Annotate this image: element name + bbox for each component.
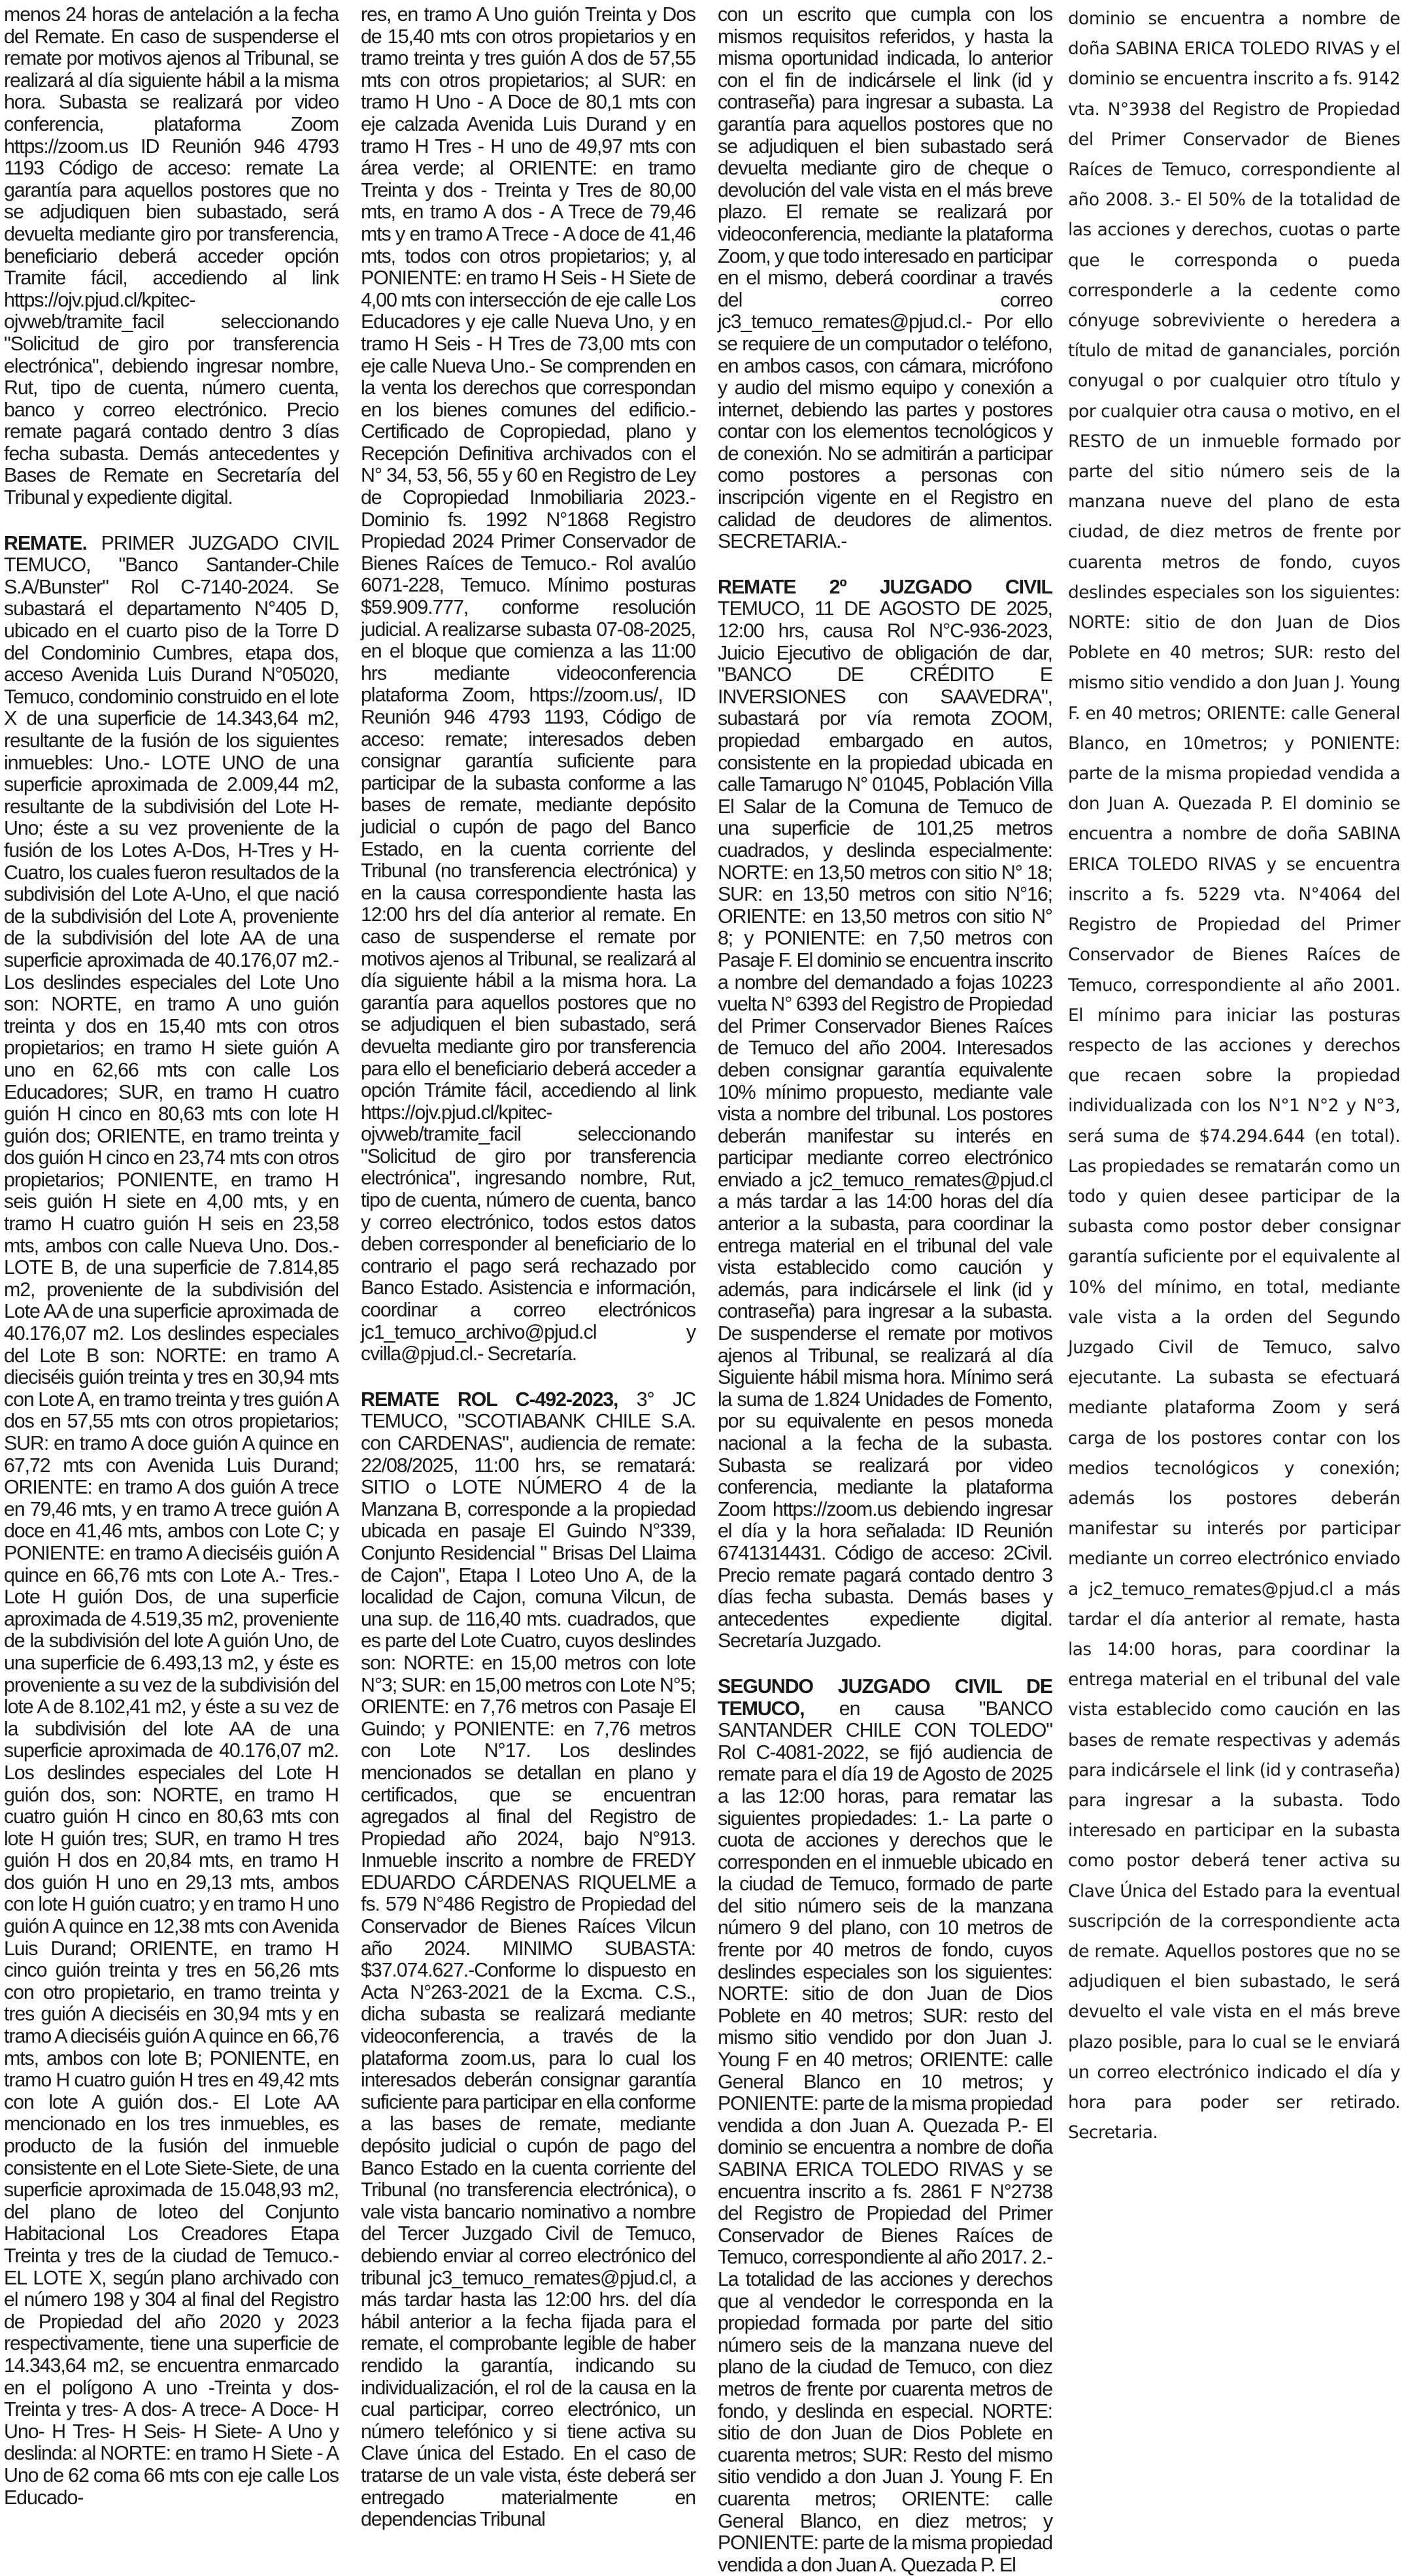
notice-text	[718, 1676, 1052, 2576]
notice-text	[361, 1389, 695, 2531]
notice-text	[1068, 4, 1400, 2148]
notice-continuation	[718, 4, 1052, 553]
notice-text	[361, 4, 695, 1365]
notice-body: con un escrito que cumpla con los mismos requisitos referidos, y hasta la misma oportunidad indicada, lo anterior con el fin de indicársele el link (id y contraseña) para ingresar a subasta. La garantía para aquellos postores que no se adjudiquen el bien subastado será devuelta mediante giro de cheque o devolución del vale vista en el más breve plazo. El remate se realizará por videoconferencia, mediante la plataforma Zoom, y que todo interesado en participar en el mismo, deberá coordinar a través del correo jc3_temuco_remates@pjud.cl.- Por ello se requiere de un computador o teléfono, en ambos casos, con cámara, micrófono y audio del mismo equipo y conexión a internet, debiendo las partes y postores contar con los elementos tecnológicos y de conexión. No se admitirán a participar como postores a personas con inscripción vigente en el Registro en calidad de deudores de alimentos. SECRETARIA.-	[718, 3, 1052, 553]
notice-text	[718, 577, 1052, 1652]
column-2	[361, 4, 695, 2564]
notice-text	[4, 533, 339, 2509]
notice-body: TEMUCO, 11 DE AGOSTO DE 2025, 12:00 hrs, causa Rol N°C-936-2023, Juicio Ejecutivo de obligación de dar, "BANCO DE CRÉDITO E INVERSIONES con SAAVEDRA", subastará por vía remota ZOOM, propiedad embargado en autos, consistente en la propiedad ubicada en calle Tamarugo N° 01045, Población Villa El Salar de la Comuna de Temuco de una superficie de 101,25 metros cuadrados, y deslinda especialmente: NORTE: en 13,50 metros con sitio N° 18; SUR: en 13,50 metros con sitio N°16; ORIENTE: en 13,50 metros con sitio N° 8; y PONIENTE: en 7,50 metros con Pasaje F. El dominio se encuentra inscrito a nombre del demandado a fojas 10223 vuelta N° 6393 del Registro de Propiedad del Primer Conservador Bienes Raíces de Temuco del año 2004. Interesados deben consignar garantía equivalente 10% mínimo propuesto, mediante vale vista a nombre del tribunal. Los postores deberán manifestar su interés en participar mediante correo electrónico enviado a jc2_temuco_remates@pjud.cl a más tardar a las 14:00 horas del día anterior a la subasta, para coordinar la entrega material en el tribunal del vale vista establecido como caución y además, para indicársele el link (id y contraseña) para ingresar a la subasta. De suspenderse el remate por motivos ajenos al Tribunal, se realizará al día Siguiente hábil misma hora. Mínimo será la suma de 1.824 Unidades de Fomento, por su equivalente en pesos moneda nacional a la fecha de la subasta. Subasta se realizará por video conferencia, mediante la plataforma Zoom https://zoom.us debiendo ingresar el día y la hora señalada: ID Reunión 6741314431. Código de acceso: 2Civil. Precio remate pagará contado dentro 3 días fecha subasta. Demás bases y antecedentes expediente digital. Secretaría Juzgado.	[718, 597, 1052, 1652]
notice-body: menos 24 horas de antelación a la fecha del Remate. En caso de suspenderse el remate por motivos ajenos al Tribunal, se realizará al día siguiente hábil a la misma hora. Subasta se realizará por video conferencia, plataforma Zoom https://zoom.us ID Reunión 946 4793 1193 Código de acceso: remate La garantía para aquellos postores que no se adjudiquen bien subastado, será devuelta mediante giro por transferencia, beneficiario deberá acceder opción Tramite fácil, accediendo al link https://ojv.pjud.cl/kpitec-ojvweb/tramite_facil seleccionando "Solicitud de giro por transferencia electrónica", debiendo ingresar nombre, Rut, tipo de cuenta, número cuenta, banco y correo electrónico. Precio remate pagará contado dentro 3 días fecha subasta. Demás antecedentes y Bases de Remate en Secretaría del Tribunal y expediente digital.	[4, 3, 339, 509]
notice-text	[4, 4, 339, 509]
notice-segundo-juzgado-civil	[718, 1676, 1052, 2576]
notice-heading: REMATE ROL C-492-2023,	[361, 1388, 618, 1411]
notice-remate-2-juzgado-civil	[718, 577, 1052, 1652]
notice-continuation	[4, 4, 339, 509]
notice-continuation	[361, 4, 695, 1365]
notice-body: res, en tramo A Uno guión Treinta y Dos de 15,40 mts con otros propietarios y en tramo treinta y tres guión A dos de 57,55 mts con otros propietarios; al SUR: en tramo H Uno - A Doce de 80,1 mts con eje calzada Avenida Luis Durand y en tramo H Tres - H uno de 49,97 mts con área verde; al ORIENTE: en tramo Treinta y dos - Treinta y Tres de 80,00 mts, en tramo A dos - A Trece de 79,46 mts y en tramo A Trece - A doce de 41,46 mts, todos con otros propietarios; y, al PONIENTE: en tramo H Seis - H Siete de 4,00 mts con intersección de eje calle Los Educadores y eje calle Nueva Uno, y en tramo H Seis - H Tres de 73,00 mts con eje calle Nueva Uno.- Se comprenden en la venta los derechos que correspondan en los bienes comunes del edificio.- Certificado de Copropiedad, plano y Recepción Definitiva archivados con el N° 34, 53, 56, 55 y 60 en Registro de Ley de Copropiedad Inmobiliaria 2023.- Dominio fs. 1992 N°1868 Registro Propiedad 2024 Primer Conservador de Bienes Raíces de Temuco.- Rol avalúo 6071-228, Temuco. Mínimo posturas $59.909.777, conforme resolución judicial. A realizarse subasta 07-08-2025, en el bloque que comienza a las 11:00 hrs mediante videoconferencia plataforma Zoom, https://zoom.us/, ID Reunión 946 4793 1193, Código de acceso: remate; interesados deben consignar garantía suficiente para participar de la subasta conforme a las bases de remate, mediante depósito judicial o cupón de pago del Banco Estado, en la cuenta corriente del Tribunal (no transferencia electrónica) y en la causa correspondiente hasta las 12:00 hrs del día anterior al remate. En caso de suspenderse el remate por motivos ajenos al Tribunal, se realizará al día siguiente hábil a la misma hora. La garantía para aquellos postores que no se adjudiquen el bien subastado, será devuelta mediante giro por transferencia para ello el beneficiario deberá acceder a opción Trámite fácil, accediendo al link https://ojv.pjud.cl/kpitec-ojvweb/tramite_facil seleccionando "Solicitud de giro por transferencia electrónica", ingresando nombre, Rut, tipo de cuenta, número de cuenta, banco y correo electrónico, todos estos datos deben corresponder al beneficiario de lo contrario el pago será rechazado por Banco Estado. Asistencia e información, coordinar a correo electrónicos jc1_temuco_archivo@pjud.cl y cvilla@pjud.cl.- Secretaría.	[361, 3, 695, 1365]
notice-body: dominio se encuentra a nombre de doña SABINA ERICA TOLEDO RIVAS y el dominio se encuentra inscrito a fs. 9142 vta. N°3938 del Registro de Propiedad del Primer Conservador de Bienes Raíces de Temuco, correspondiente al año 2008. 3.- El 50% de la totalidad de las acciones y derechos, cuotas o parte que le corresponda o pueda corresponderle a la cedente como cónyuge sobreviviente o heredera a título de mitad de gananciales, porción conyugal o por cualquier otro título y por cualquier otra causa o motivo, en el RESTO de un inmueble formado por parte del sitio número seis de la manzana nueve del plano de esta ciudad, de diez metros de frente por cuarenta metros de fondo, cuyos deslindes especiales son los siguientes: NORTE: sitio de don Juan de Dios Poblete en 40 metros; SUR: resto del mismo sitio vendido a don Juan J. Young F. en 40 metros; ORIENTE: calle General Blanco, en 10metros; y PONIENTE: parte de la misma propiedad vendida a don Juan A. Quezada P. El dominio se encuentra a nombre de doña SABINA ERICA TOLEDO RIVAS y se encuentra inscrito a fs. 5229 vta. N°4064 del Registro de Propiedad del Primer Conservador de Bienes Raíces de Temuco, correspondiente al año 2001. El mínimo para iniciar las posturas respecto de las acciones y derechos que recaen sobre la propiedad individualizada con los N°1 N°2 y N°3, será suma de $74.294.644 (en total). Las propiedades se rematarán como un todo y quien desee participar de la subasta como postor deber consignar garantía suficiente por el equivalente al 10% del mínimo, en total, mediante vale vista a la orden del Segundo Juzgado Civil de Temuco, salvo ejecutante. La subasta se efectuará mediante plataforma Zoom y será carga de los postores contar con los medios tecnológicos y conexión; además los postores deberán manifestar su interés por participar mediante un correo electrónico enviado a jc2_temuco_remates@pjud.cl a más tardar el día anterior al remate, hasta las 14:00 horas, para coordinar la entrega material en el tribunal del vale vista establecido como caución en las bases de remate respectivas y además para indicársele el link (id y contraseña) para ingresar a la subasta. Todo interesado en participar en la subasta como postor deberá tener activa su Clave Única del Estado para la eventual suscripción de la correspondiente acta de remate. Aquellos postores que no se adjudiquen el bien subastado, le será devuelto el vale vista en el más breve plazo posible, para lo cual se le enviará un correo electrónico indicado el día y hora para poder ser retirado. Secretaria.	[1068, 8, 1400, 2143]
notice-heading: SEGUNDO JUZGADO CIVIL DE TEMUCO,	[718, 1675, 1052, 1720]
notice-body: PRIMER JUZGADO CIVIL TEMUCO, "Banco Santander-Chile S.A/Bunster" Rol C-7140-2024. Se subastará el departamento N°405 D, ubicado en el cuarto piso de la Torre D del Condominio Cumbres, etapa dos, acceso Avenida Luis Durand N°05020, Temuco, condominio construido en el lote X de una superficie de 14.343,64 m2, resultante de la fusión de los siguientes inmuebles: Uno.- LOTE UNO de una superficie aproximada de 2.009,44 m2, resultante de la subdivisión del Lote H-Uno; éste a su vez proveniente de la fusión de los Lotes A-Dos, H-Tres y H-Cuatro, los cuales fueron resultados de la subdivisión del Lote A-Uno, el que nació de la subdivisión del Lote A, proveniente de la subdivisión del lote AA de una superficie aproximada de 40.176,07 m2.- Los deslindes especiales del Lote Uno son: NORTE, en tramo A uno guión treinta y dos en 15,40 mts con otros propietarios; en tramo H siete guión A uno en 62,66 mts con calle Los Educadores; SUR, en tramo H cuatro guión H cinco en 80,63 mts con lote H guión dos; ORIENTE, en tramo treinta y dos guión H cinco en 23,74 mts con otros propietarios; PONIENTE, en tramo H seis guión H siete en 4,00 mts, y en tramo H cuatro guión H seis en 23,58 mts, ambos con calle Nueva Uno. Dos.- LOTE B, de una superficie de 7.814,85 m2, proveniente de la subdivisión del Lote AA de una superficie aproximada de 40.176,07 m2. Los deslindes especiales del Lote B son: NORTE: en tramo A dieciséis guión treinta y tres en 30,94 mts con Lote A, en tramo treinta y tres guión A dos en 57,55 mts con otros propietarios; SUR: en tramo A doce guión A quince en 67,72 mts con Avenida Luis Durand; ORIENTE: en tramo A dos guión A trece en 79,46 mts, y en tramo A trece guión A doce en 41,46 mts, ambos con Lote C; y PONIENTE: en tramo A dieciséis guión A quince en 66,76 mts con Lote A.- Tres.- Lote H guión Dos, de una superficie aproximada de 4.519,35 m2, proveniente de la subdivisión del lote A guión Uno, de una superficie de 6.493,13 m2, y éste es proveniente a su vez de la subdivisión del lote A de 8.102,41 m2, y éste a su vez de la subdivisión del lote AA de una superficie aproximada de 40.176,07 m2. Los deslindes especiales del Lote H guión dos, son: NORTE, en tramo H cuatro guión H cinco en 80,63 mts con lote H guión tres; SUR, en tramo H tres guión H dos en 20,84 mts, en tramo H dos guión H uno en 29,13 mts, ambos con lote H guión cuatro; y en tramo H uno guión A quince en 12,38 mts con Avenida Luis Durand; ORIENTE, en tramo H cinco guión treinta y tres en 56,26 mts con otro propietario, en tramo treinta y tres guión A dieciséis en 30,94 mts y en tramo A dieciséis guión A quince en 66,76 mts, ambos con lote B; PONIENTE, en tramo H cuatro guión H tres en 49,42 mts con lote A guión dos.- El Lote AA mencionado en los tres inmuebles, es producto de la fusión del inmueble consistente en el Lote Siete-Siete, de una superficie aproximada de 15.048,93 m2, del plano de loteo del Conjunto Habitacional Los Creadores Etapa Treinta y tres de la ciudad de Temuco.- EL LOTE X, según plano archivado con el número 198 y 304 al final del Registro de Propiedad del año 2020 y 2023 respectivamente, tiene una superficie de 14.343,64 m2, se encuentra enmarcado en el polígono A uno -Treinta y dos- Treinta y tres- A dos- A trece- A Doce- H Uno- H Tres- H Seis- H Siete- A Uno y deslinda: al NORTE: en tramo H Siete - A Uno de 62 coma 66 mts con eje calle Los Educado-	[4, 531, 339, 2509]
notice-remate-rol-c-492-2023	[361, 1389, 695, 2531]
column-3	[718, 3, 1052, 2576]
column-4	[1068, 4, 1400, 2564]
column-1	[4, 4, 339, 2564]
notice-body: 3° JC TEMUCO, "SCOTIABANK CHILE S.A. con CARDENAS", audiencia de remate: 22/08/2025, 11:00 hrs, se rematará: SITIO o LOTE NÚMERO 4 de la Manzana B, corresponde a la propiedad ubicada en pasaje El Guindo N°339, Conjunto Residencial " Brisas Del Llaima de Cajon", Etapa I Loteo Uno A, de la localidad de Cajon, comuna Vilcun, de una sup. de 116,40 mts. cuadrados, que es parte del Lote Cuatro, cuyos deslindes son: NORTE: en 15,00 metros con lote N°3; SUR: en 15,00 metros con Lote N°5; ORIENTE: en 7,76 metros con Pasaje El Guindo; y PONIENTE: en 7,76 metros con Lote N°17. Los deslindes mencionados se detallan en plano y certificados, que se encuentran agregados al final del Registro de Propiedad año 2024, bajo N°913. Inmueble inscrito a nombre de FREDY EDUARDO CÁRDENAS RIQUELME a fs. 579 N°486 Registro de Propiedad del Conservador de Bienes Raíces Vilcun año 2024. MINIMO SUBASTA: $37.074.627.-Conforme lo dispuesto en Acta N°263-2021 de la Excma. C.S., dicha subasta se realizará mediante videoconferencia, a través de la plataforma zoom.us, para lo cual los interesados deberán consignar garantía suficiente para participar en ella conforme a las bases de remate, mediante depósito judicial o cupón de pago del Banco Estado en la cuenta corriente del Tribunal (no transferencia electrónica), o vale vista bancario nominativo a nombre del Tercer Juzgado Civil de Temuco, debiendo enviar al correo electrónico del tribunal jc3_temuco_remates@pjud.cl, a más tardar hasta las 12:00 hrs. del día hábil anterior a la fecha fijada para el remate, el comprobante legible de haber rendido la garantía, indicando su individualización, el rol de la causa en la cual participar, correo electrónico, un número telefónico y si tiene activa su Clave única del Estado. En el caso de tratarse de un vale vista, éste deberá ser entregado materialmente en dependencias Tribunal	[361, 1388, 695, 2531]
notice-text	[718, 4, 1052, 553]
notice-continuation	[1068, 4, 1400, 2148]
notice-remate-primer-juzgado	[4, 533, 339, 2509]
notice-body: en causa "BANCO SANTANDER CHILE CON TOLEDO" Rol C-4081-2022, se fijó audiencia de remate para el día 19 de Agosto de 2025 a las 12:00 horas, para rematar las siguientes propiedades: 1.- La parte o cuota de acciones y derechos que le corresponden en el inmueble ubicado en la ciudad de Temuco, formado de parte del sitio número seis de la manzana número 9 del plano, con 10 metros de frente por 40 metros de fondo, cuyos deslindes especiales son los siguientes: NORTE: sitio de don Juan de Dios Poblete en 40 metros; SUR: resto del mismo sitio vendido por don Juan J. Young F en 40 metros; ORIENTE: calle General Blanco en 10 metros; y PONIENTE: parte de la misma propiedad vendida a don Juan A. Quezada P.- El dominio se encuentra a nombre de doña SABINA ERICA TOLEDO RIVAS y se encuentra inscrito a fs. 2861 F N°2738 del Registro de Propiedad del Primer Conservador de Bienes Raíces de Temuco, correspondiente al año 2017. 2.- La totalidad de las acciones y derechos que al vendedor le corresponda en la propiedad formada por parte del sitio número seis de la manzana nueve del plano de la ciudad de Temuco, con diez metros de frente por cuarenta metros de fondo, y deslinda en especial. NORTE: sitio de don Juan de Dios Poblete en cuarenta metros; SUR: Resto del mismo sitio vendido a don Juan J. Young F. En cuarenta metros; ORIENTE: calle General Blanco, en diez metros; y PONIENTE: parte de la misma propiedad vendida a don Juan A. Quezada P. El	[718, 1697, 1052, 2576]
notice-heading: REMATE 2º JUZGADO CIVIL	[718, 575, 1052, 598]
notice-heading: REMATE.	[4, 531, 87, 554]
